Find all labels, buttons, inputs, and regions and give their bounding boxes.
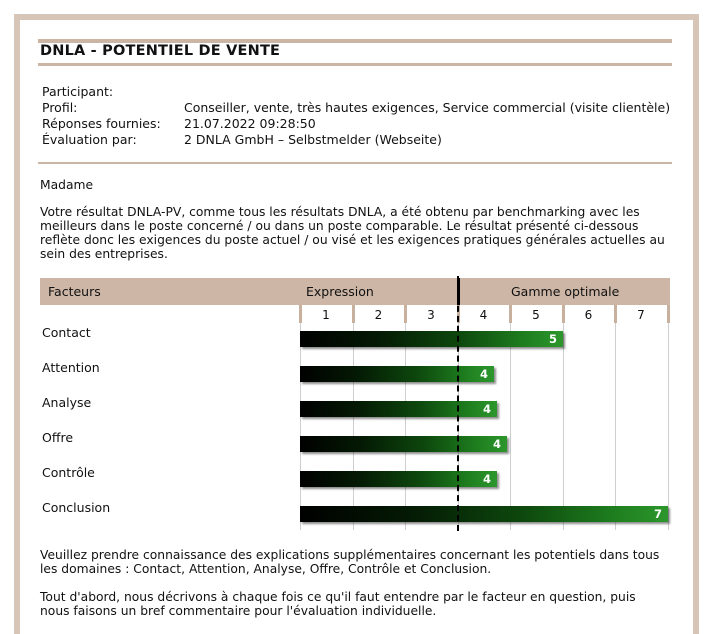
scale-label: 4 (479, 308, 488, 322)
scale-tick (562, 305, 565, 323)
factor-bar (300, 401, 497, 417)
scale-tick (614, 305, 617, 323)
title-rule (38, 63, 672, 66)
closing-line: Veuillez prendre connaissance des explications supplémentaires concernant les potentiels dans tous (40, 548, 660, 562)
factor-bar (300, 331, 563, 347)
intro-line: meilleurs dans le poste concerné / ou dans un poste comparable. Le résultat présenté ci-dessous (40, 219, 639, 233)
scale-label: 2 (374, 308, 383, 322)
factor-bar (300, 366, 494, 382)
info-label: Profil: (42, 100, 78, 115)
scale-label: 1 (322, 308, 330, 322)
factor-label: Conclusion (42, 500, 111, 515)
info-separator (38, 162, 672, 164)
scale-tick (352, 305, 355, 323)
closing-paragraph-1 (40, 548, 675, 576)
chart-header (40, 278, 670, 305)
intro-paragraph (40, 205, 675, 261)
info-label: Réponses fournies: (42, 116, 161, 131)
factor-label: Attention (42, 360, 100, 375)
closing-line: nous faisons un bref commentaire pour l'évaluation individuelle. (40, 604, 437, 618)
scale-tick (404, 305, 407, 323)
scale-label: 6 (584, 308, 593, 322)
factor-bar (300, 471, 497, 487)
factor-bar (300, 436, 507, 452)
bar-value-label: 7 (653, 507, 662, 521)
factor-label: Analyse (42, 395, 92, 410)
info-value: 2 DNLA GmbH – Selbstmelder (Webseite) (184, 132, 442, 147)
intro-line: reflète donc les exigences du poste actuel / ou visé et les exigences pratiques générales actuelles au (40, 233, 665, 247)
closing-paragraph-2 (40, 590, 675, 618)
header-factors: Facteurs (48, 284, 101, 299)
salutation: Madame (40, 178, 94, 192)
header-expression: Expression (306, 284, 374, 299)
factor-label: Contact (42, 325, 91, 340)
closing-line: Tout d'abord, nous décrivons à chaque fois ce qu'il faut entendre par le facteur en question, puis (40, 590, 636, 604)
factor-label: Contrôle (42, 465, 95, 480)
scale-tick (667, 305, 670, 323)
grid-line (668, 305, 669, 530)
bar-value-label: 4 (492, 437, 501, 451)
closing-line: les domaines : Contact, Attention, Analyse, Offre, Contrôle et Conclusion. (40, 562, 492, 576)
info-value: Conseiller, vente, très hautes exigences, Service commercial (visite clientèle) (184, 100, 671, 115)
info-label: Évaluation par: (42, 132, 137, 147)
bar-value-label: 4 (482, 472, 491, 486)
intro-line: Votre résultat DNLA-PV, comme tous les résultats DNLA, a été obtenu par benchmarking avec les (40, 205, 640, 219)
optimal-divider-line (457, 276, 459, 531)
factor-label: Offre (42, 430, 74, 445)
factor-bar (300, 506, 668, 522)
bar-value-label: 4 (479, 367, 488, 381)
scale-label: 3 (427, 308, 435, 322)
scale-label: 5 (532, 308, 540, 322)
intro-line: sein des entreprises. (40, 247, 168, 261)
info-label: Participant: (42, 84, 114, 99)
bar-value-label: 4 (482, 402, 491, 416)
info-value: 21.07.2022 09:28:50 (184, 116, 316, 131)
scale-tick (299, 305, 302, 323)
bar-value-label: 5 (548, 332, 557, 346)
document-title: DNLA - POTENTIEL DE VENTE (40, 43, 281, 59)
scale-tick (509, 305, 512, 323)
grid-line (615, 305, 616, 530)
scale-label: 7 (637, 308, 645, 322)
header-optimal: Gamme optimale (511, 284, 620, 299)
